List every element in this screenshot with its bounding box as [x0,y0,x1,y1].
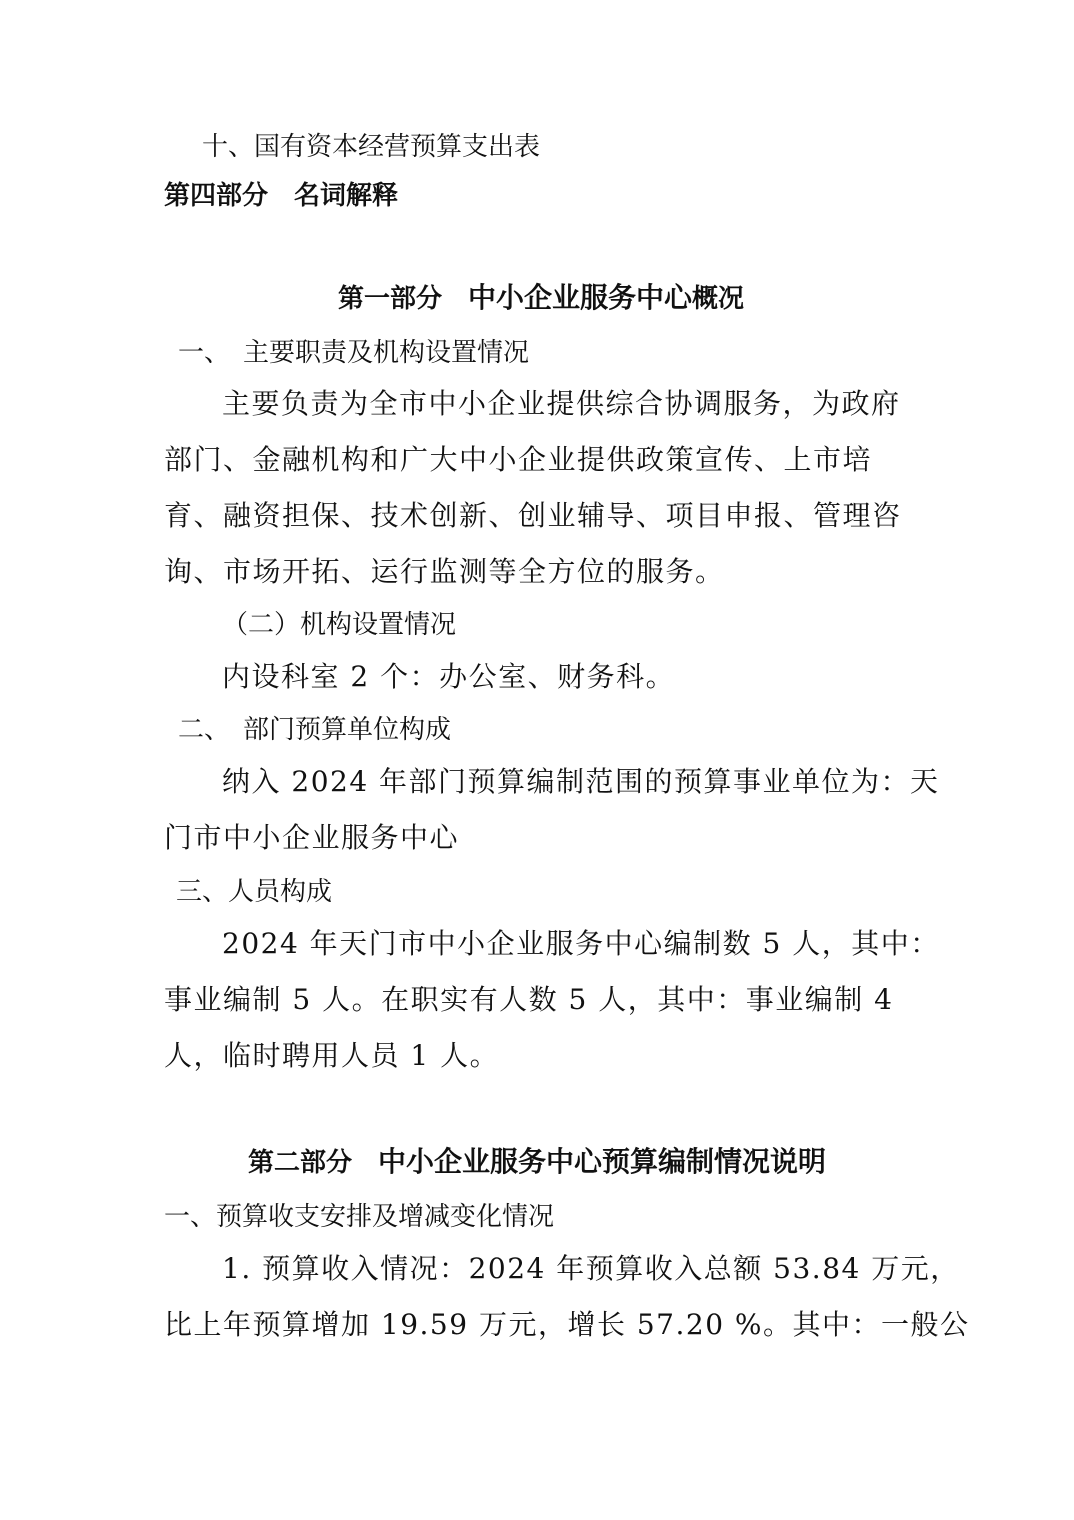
org-heading: （二）机构设置情况 [222,610,457,640]
part2-title-prefix: 第二部分 [248,1148,379,1178]
toc-part4: 第四部分 名词解释 [164,181,399,211]
income-line: 1. 预算收入情况：2024 年预算收入总额 53.84 万元， [222,1252,960,1285]
duties-line: 部门、金融机构和广大中小企业提供政策宣传、上市培 [164,443,873,476]
toc-item-10: 十、国有资本经营预算支出表 [202,132,541,162]
part1-title [338,281,745,314]
staff-line: 人，临时聘用人员 1 人。 [164,1039,500,1072]
duties-line: 主要负责为全市中小企业提供综合协调服务，为政府 [222,387,901,420]
part1-title-main: 中小企业服务中心 [468,281,693,314]
part1-section1-heading: 一、 主要职责及机构设置情况 [178,338,530,368]
staff-line: 2024 年天门市中小企业服务中心编制数 5 人，其中： [222,927,940,960]
duties-line: 育、融资担保、技术创新、创业辅导、项目申报、管理咨 [164,499,902,532]
part1-title-suffix: 概况 [692,284,745,314]
income-line: 比上年预算增加 19.59 万元，增长 57.20 %。其中：一般公 [164,1308,970,1341]
duties-line: 询、市场开拓、运行监测等全方位的服务。 [164,555,725,588]
part2-section1-heading: 一、预算收支安排及增减变化情况 [164,1202,555,1232]
units-line: 纳入 2024 年部门预算编制范围的预算事业单位为：天 [222,765,940,798]
part1-title-prefix: 第一部分 [338,284,469,314]
part2-title-main: 中小企业服务中心预算编制情况说明 [378,1145,827,1178]
part1-section3-heading: 三、人员构成 [176,877,333,907]
part1-section2-heading: 二、 部门预算单位构成 [178,715,452,745]
staff-line: 事业编制 5 人。在职实有人数 5 人，其中：事业编制 4 [164,983,894,1016]
org-text: 内设科室 2 个：办公室、财务科。 [222,660,676,693]
part2-title [248,1145,827,1178]
units-line: 门市中小企业服务中心 [164,821,460,854]
